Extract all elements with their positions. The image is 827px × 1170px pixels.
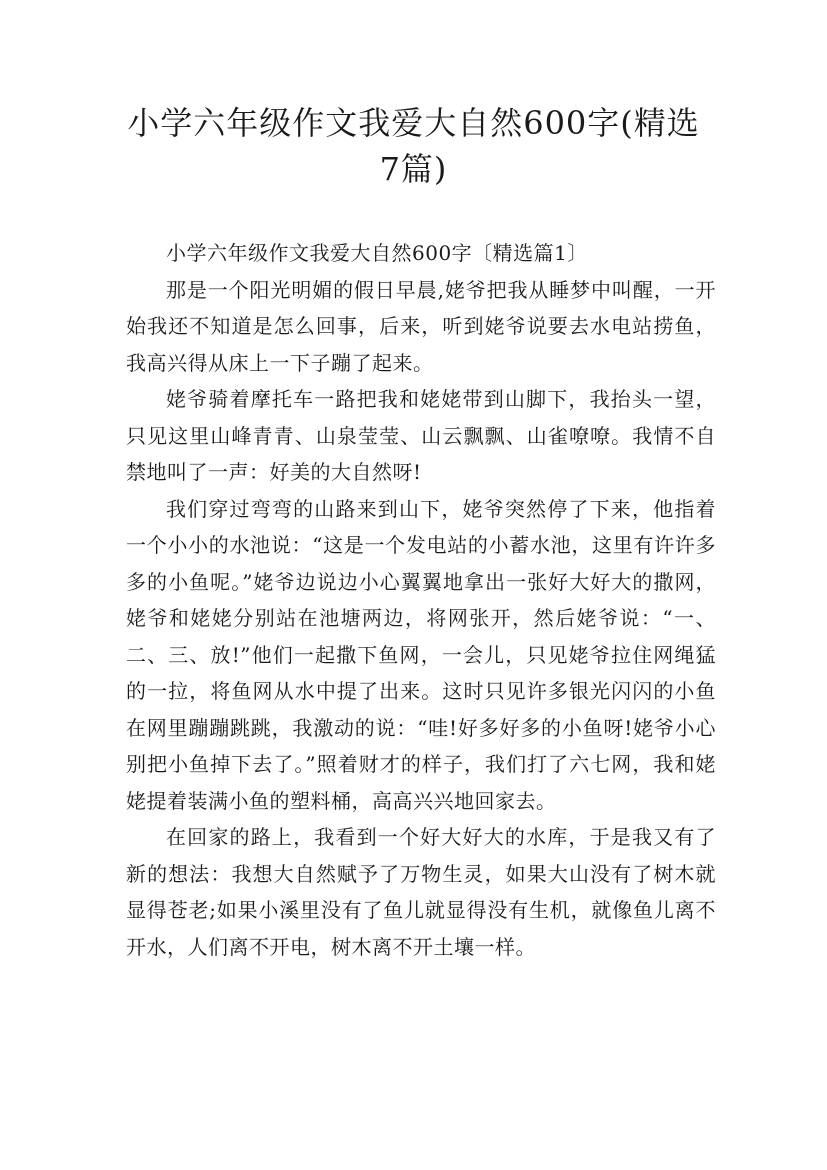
document-body xyxy=(126,235,716,965)
paragraph: 那是一个阳光明媚的假日早晨,姥爷把我从睡梦中叫醒，一开始我还不知道是怎么回事，后来，听到姥爷说要去水电站捞鱼，我高兴得从床上一下子蹦了起来。 xyxy=(126,277,716,375)
paragraph: 在回家的路上，我看到一个好大好大的水库，于是我又有了新的想法：我想大自然赋予了万物生灵，如果大山没有了树木就显得苍老;如果小溪里没有了鱼儿就显得没有生机，就像鱼儿离不开水，人们离不开电，树木离不开土壤一样。 xyxy=(126,825,716,959)
document-title: 小学六年级作文我爱大自然600字(精选7篇) xyxy=(127,104,700,188)
paragraph: 姥爷骑着摩托车一路把我和姥姥带到山脚下，我抬头一望，只见这里山峰青青、山泉莹莹、山云飘飘、山雀嘹嘹。我情不自禁地叫了一声：好美的大自然呀! xyxy=(126,387,716,484)
section-heading: 小学六年级作文我爱大自然600字〔精选篇1〕 xyxy=(166,241,588,265)
paragraph: 我们穿过弯弯的山路来到山下，姥爷突然停了下来，他指着一个小小的水池说：“这是一个发电站的小蓄水池，这里有许许多多的小鱼呢。”姥爷边说边小心翼翼地拿出一张好大好大的撒网，姥爷和姥姥分别站在池塘两边，将网张开，然后姥爷说：“一、二、三、放!”他们一起撒下鱼网，一会儿，只见姥爷拉住网绳猛的一拉，将鱼网从水中提了出来。这时只见许多银光闪闪的小鱼在网里蹦蹦跳跳，我激动的说：“哇!好多好多的小鱼呀!姥爷小心别把小鱼掉下去了。”照着财才的样子，我们打了六七网，我和姥姥提着装满小鱼的塑料桶，高高兴兴地回家去。 xyxy=(126,496,716,813)
